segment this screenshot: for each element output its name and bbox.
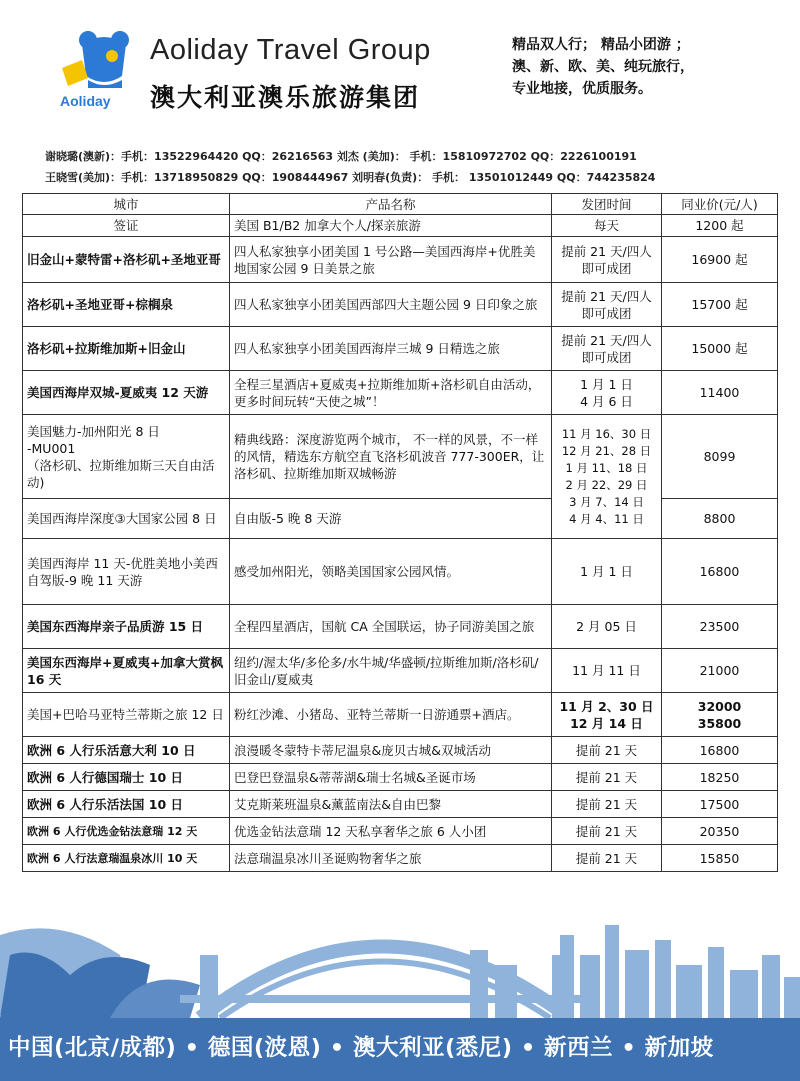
price-cell: 17500 — [662, 791, 778, 818]
product-cell: 法意瑞温泉冰川圣诞购物奢华之旅 — [230, 845, 552, 872]
city-cell: 美国魅力-加州阳光 8 日 -MU001 （洛杉矶、拉斯维加斯三天自由活动) — [23, 415, 230, 499]
slogan-line: 澳、新、欧、美、纯玩旅行， — [512, 59, 694, 75]
city-cell: 欧洲 6 人行乐活法国 10 日 — [23, 791, 230, 818]
table-row — [23, 283, 778, 327]
product-cell: 四人私家独享小团美国西海岸三城 9 日精选之旅 — [230, 327, 552, 371]
column-header-city: 城市 — [23, 194, 230, 215]
table-row — [23, 818, 778, 845]
price-cell: 18250 — [662, 764, 778, 791]
product-cell: 全程四星酒店，国航 CA 全国联运，协子同游美国之旅 — [230, 605, 552, 649]
city-cell: 美国西海岸 11 天-优胜美地小美西 自驾版-9 晚 11 天游 — [23, 539, 230, 605]
table-row — [23, 693, 778, 737]
table-row — [23, 415, 778, 499]
city-cell: 欧洲 6 人行乐活意大利 10 日 — [23, 737, 230, 764]
price-cell: 8099 — [662, 415, 778, 499]
city-cell: 旧金山+蒙特雷+洛杉矶+圣地亚哥 — [23, 237, 230, 283]
product-cell: 粉红沙滩、小猪岛、亚特兰蒂斯一日游通票+酒店。 — [230, 693, 552, 737]
product-cell: 精典线路：深度游览两个城市， 不一样的风景，不一样的风情，精选东方航空直飞洛杉矶波音 777-300ER，让洛杉矶、拉斯维加斯双城畅游 — [230, 415, 552, 499]
price-cell: 15700 起 — [662, 283, 778, 327]
date-cell: 1 月 1 日 — [552, 539, 662, 605]
price-cell: 11400 — [662, 371, 778, 415]
price-cell: 23500 — [662, 605, 778, 649]
product-cell: 四人私家独享小团美国西部四大主题公园 9 日印象之旅 — [230, 283, 552, 327]
price-cell: 32000 35800 — [662, 693, 778, 737]
product-cell: 艾克斯莱班温泉&薰蓝南法&自由巴黎 — [230, 791, 552, 818]
table-row — [23, 605, 778, 649]
column-header-departure: 发团时间 — [552, 194, 662, 215]
city-cell: 美国+巴哈马亚特兰蒂斯之旅 12 日 — [23, 693, 230, 737]
table-row — [23, 649, 778, 693]
merged-date-cell: 11 月 16、30 日 12 月 21、28 日 1 月 11、18 日 2 月 22、29 日 3 月 7、14 日 4 月 4、11 日 — [552, 415, 662, 539]
product-cell: 巴登巴登温泉&蒂蒂湖&瑞士名城&圣诞市场 — [230, 764, 552, 791]
table-row — [23, 215, 778, 237]
table-header-row — [23, 194, 778, 215]
price-cell: 15850 — [662, 845, 778, 872]
date-cell: 提前 21 天/四人即可成团 — [552, 237, 662, 283]
city-cell: 美国东西海岸+夏威夷+加拿大赏枫 16 天 — [23, 649, 230, 693]
date-cell: 提前 21 天 — [552, 791, 662, 818]
price-cell: 15000 起 — [662, 327, 778, 371]
date-cell: 提前 21 天 — [552, 818, 662, 845]
product-cell: 四人私家独享小团美国 1 号公路—美国西海岸+优胜美地国家公园 9 日美景之旅 — [230, 237, 552, 283]
date-cell: 提前 21 天 — [552, 845, 662, 872]
price-cell: 8800 — [662, 499, 778, 539]
price-cell: 21000 — [662, 649, 778, 693]
brand-chinese-name: 澳大利亚澳乐旅游集团 — [150, 83, 421, 112]
logo-text: Aoliday — [60, 93, 111, 109]
product-cell: 全程三星酒店+夏威夷+拉斯维加斯+洛杉矶自由活动，更多时间玩转“天使之城”！ — [230, 371, 552, 415]
city-cell: 美国西海岸深度③大国家公园 8 日 — [23, 499, 230, 539]
city-cell: 美国西海岸双城-夏威夷 12 天游 — [23, 371, 230, 415]
table-row — [23, 539, 778, 605]
city-cell: 洛杉矶+拉斯维加斯+旧金山 — [23, 327, 230, 371]
date-cell: 提前 21 天 — [552, 764, 662, 791]
brand-english-name: Aoliday Travel Group — [150, 34, 431, 66]
contact-line: 王晓雪(美加)：手机：13718950829 QQ：1908444967 刘明春(负责)： 手机： 13501012449 QQ：744235824 — [45, 171, 656, 184]
table-row — [23, 327, 778, 371]
table-row — [23, 764, 778, 791]
price-cell: 16800 — [662, 737, 778, 764]
product-cell: 美国 B1/B2 加拿大个人/探亲旅游 — [230, 215, 552, 237]
product-cell: 感受加州阳光，领略美国国家公园风情。 — [230, 539, 552, 605]
city-cell: 签证 — [23, 215, 230, 237]
product-cell: 纽约/渥太华/多伦多/水牛城/华盛顿/拉斯维加斯/洛杉矶/旧金山/夏威夷 — [230, 649, 552, 693]
date-cell: 每天 — [552, 215, 662, 237]
city-cell: 欧洲 6 人行法意瑞温泉冰川 10 天 — [23, 845, 230, 872]
destinations-footer: 中国(北京/成都) • 德国(波恩) • 澳大利亚(悉尼) • 新西兰 • 新加坡 — [8, 1035, 714, 1061]
date-cell: 提前 21 天/四人即可成团 — [552, 283, 662, 327]
city-cell: 欧洲 6 人行优选金钻法意瑞 12 天 — [23, 818, 230, 845]
table-row — [23, 845, 778, 872]
table-row — [23, 737, 778, 764]
column-header-price: 同业价(元/人) — [662, 194, 778, 215]
slogan — [512, 34, 792, 100]
city-cell: 欧洲 6 人行德国瑞士 10 日 — [23, 764, 230, 791]
price-cell: 1200 起 — [662, 215, 778, 237]
table-row — [23, 791, 778, 818]
date-cell: 11 月 2、30 日 12 月 14 日 — [552, 693, 662, 737]
date-cell: 提前 21 天 — [552, 737, 662, 764]
slogan-line: 精品双人行； 精品小团游 ； — [512, 37, 690, 53]
price-cell: 16900 起 — [662, 237, 778, 283]
price-cell: 20350 — [662, 818, 778, 845]
product-cell: 浪漫暖冬蒙特卡蒂尼温泉&庞贝古城&双城活动 — [230, 737, 552, 764]
city-cell: 洛杉矶+圣地亚哥+棕榈泉 — [23, 283, 230, 327]
contact-line: 谢晓璐(澳新)：手机：13522964420 QQ：26216563 刘杰 (美加)： 手机：15810972702 QQ：2226100191 — [45, 150, 637, 163]
table-row — [23, 499, 778, 539]
product-price-table — [22, 193, 778, 872]
column-header-product: 产品名称 — [230, 194, 552, 215]
table-row — [23, 371, 778, 415]
product-cell: 自由版-5 晚 8 天游 — [230, 499, 552, 539]
product-cell: 优选金钻法意瑞 12 天私享奢华之旅 6 人小团 — [230, 818, 552, 845]
date-cell: 2 月 05 日 — [552, 605, 662, 649]
date-cell: 11 月 11 日 — [552, 649, 662, 693]
table-row — [23, 237, 778, 283]
date-cell: 提前 21 天/四人即可成团 — [552, 327, 662, 371]
city-cell: 美国东西海岸亲子品质游 15 日 — [23, 605, 230, 649]
date-cell: 1 月 1 日 4 月 6 日 — [552, 371, 662, 415]
price-cell: 16800 — [662, 539, 778, 605]
slogan-line: 专业地接，优质服务。 — [512, 81, 652, 97]
